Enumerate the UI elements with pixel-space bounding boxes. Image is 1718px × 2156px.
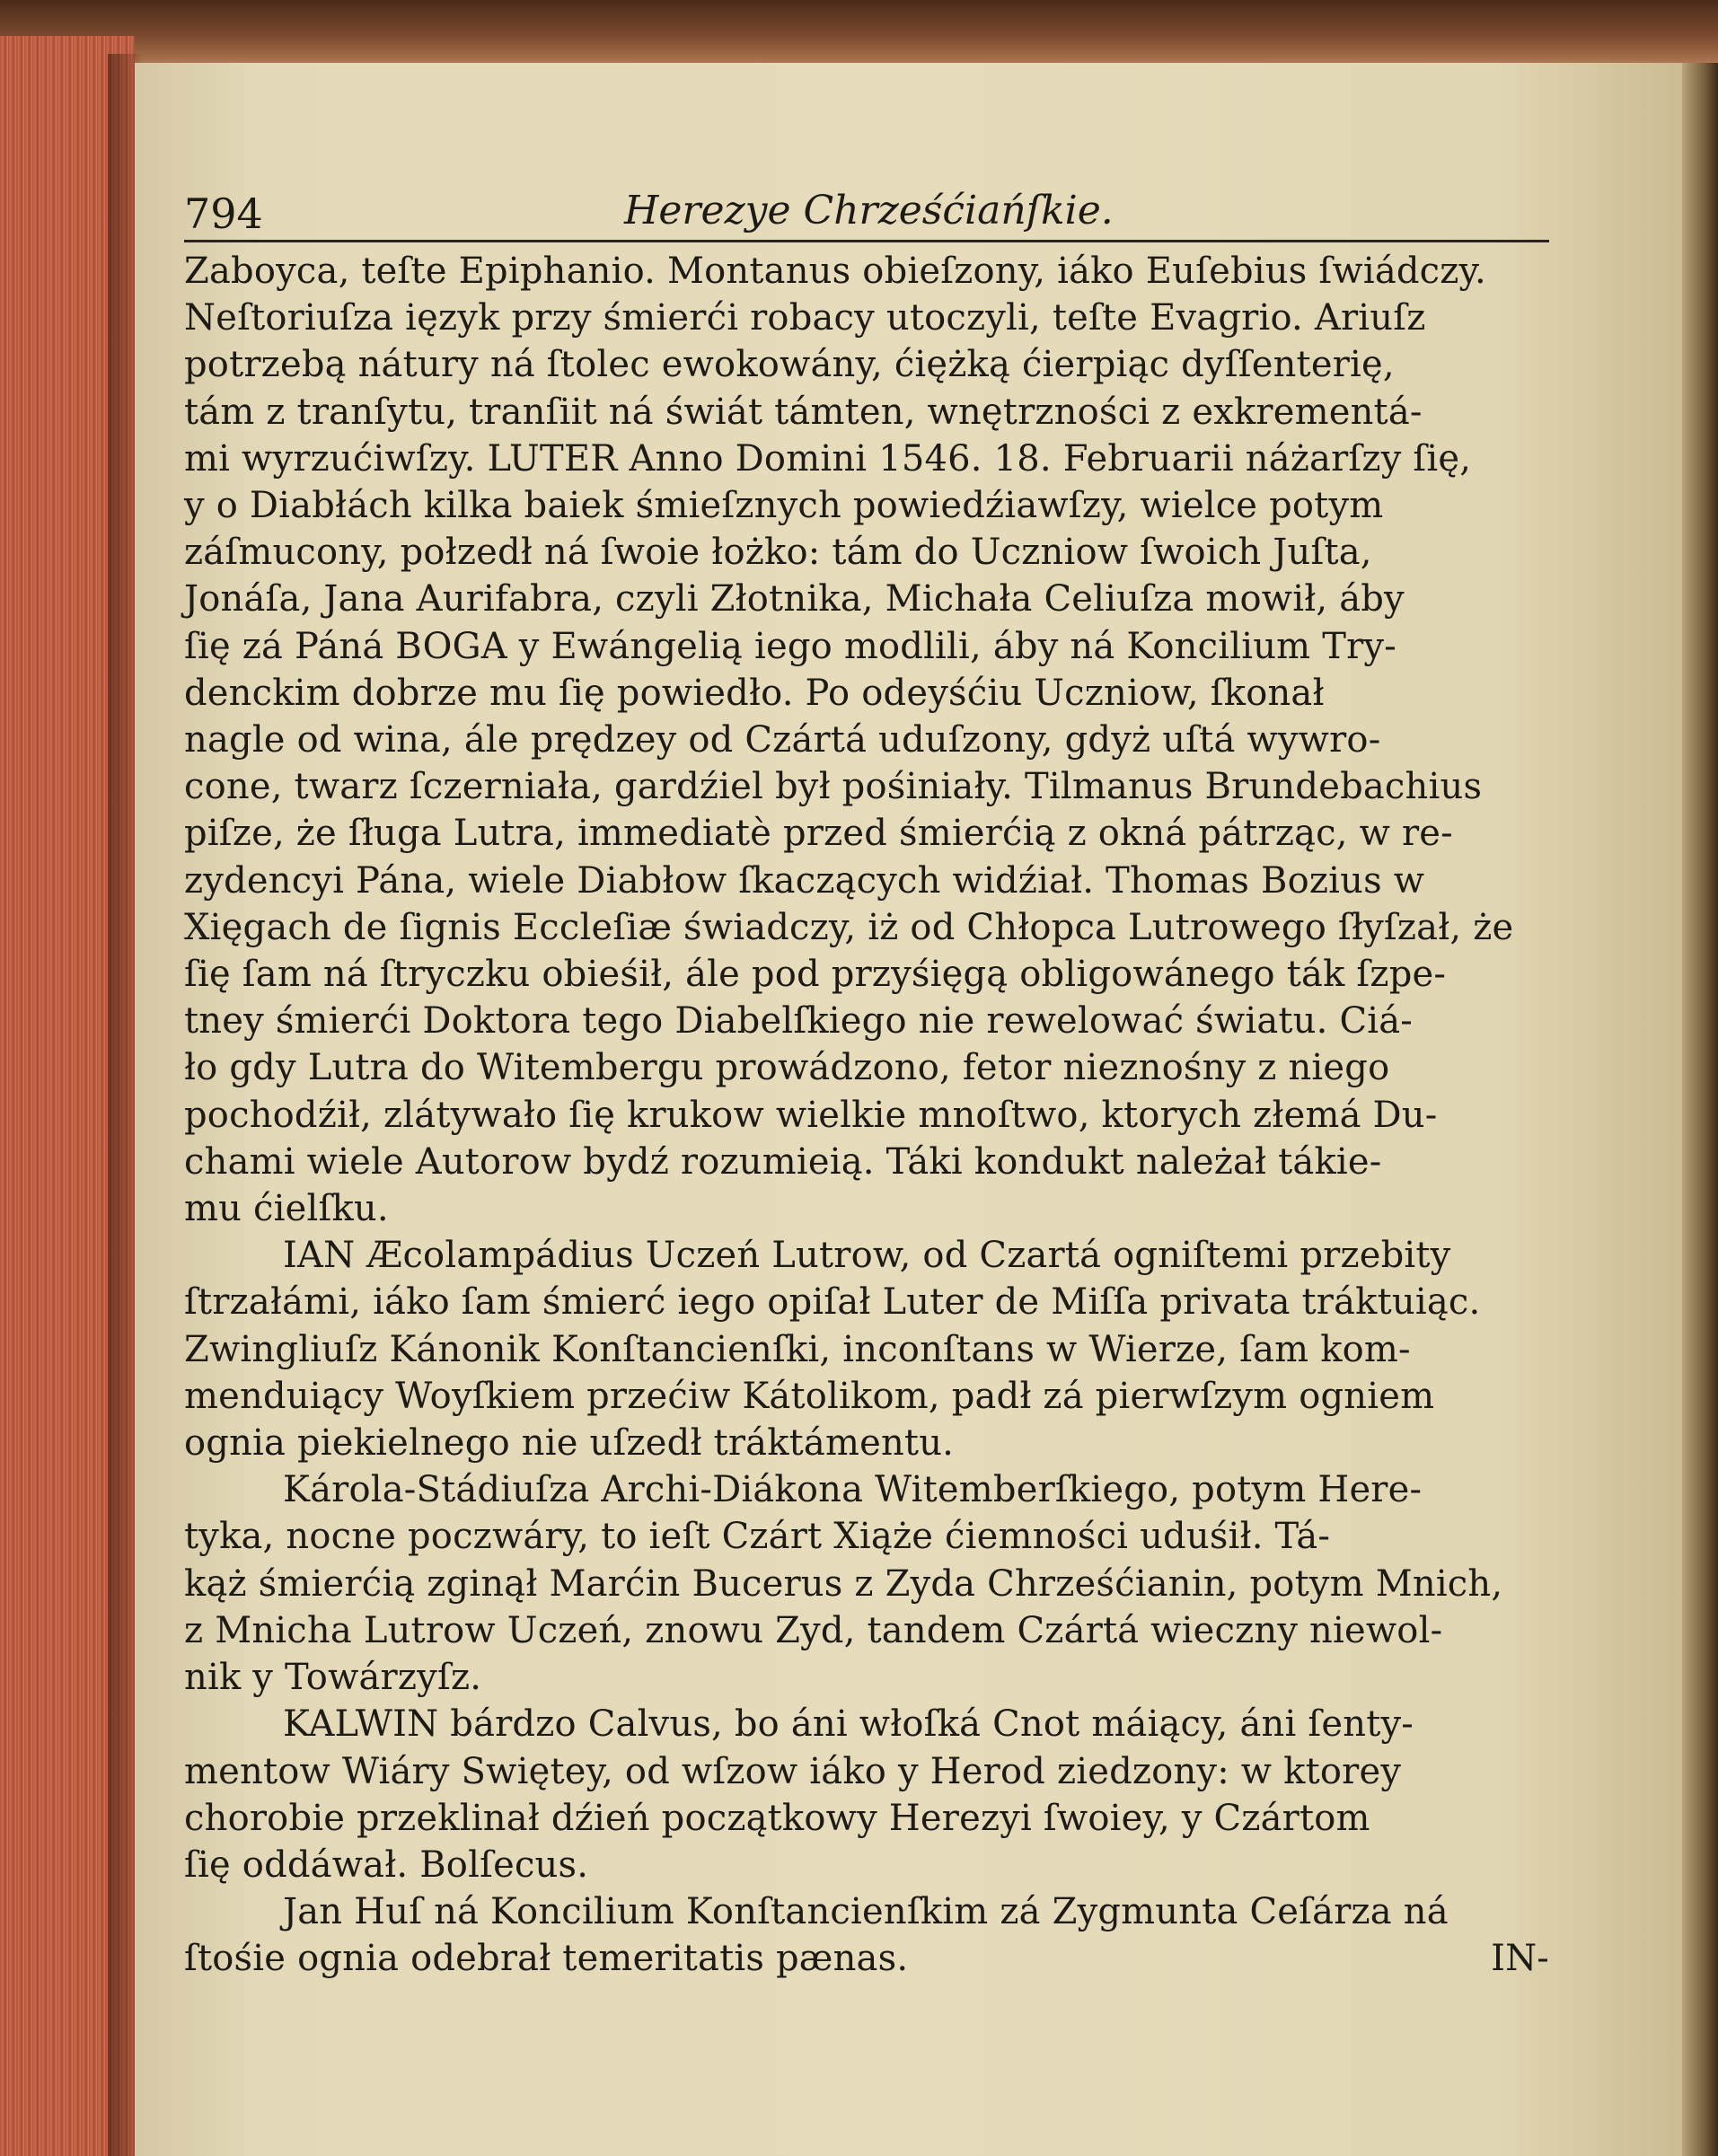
text-line: ognia piekielnego nie uſzedł tráktámentu. (184, 1422, 955, 1465)
text-line: z Mnicha Lutrow Uczeń, znowu Zyd, tandem Czártá wieczny niewol- (184, 1609, 1443, 1651)
page-text-block (184, 184, 1549, 1983)
text-line: mu ćielſku. (184, 1188, 389, 1230)
text-line: Neſtoriuſza ięzyk przy śmierći robacy utoczyli, teſte Evagrio. Ariuſz (184, 297, 1426, 339)
last-line-text: ſtośie ognia odebrał temeritatis pænas. (184, 1938, 909, 1980)
page-header (184, 184, 1549, 242)
text-line: ło gdy Lutra do Witembergu prowádzono, fetor nieznośny z niego (184, 1047, 1390, 1089)
text-line-last (184, 1935, 1549, 1982)
text-line: nik y Towárzyſz. (184, 1657, 482, 1699)
text-line: KALWIN bárdzo Calvus, bo áni włoſká Cnot máiący, áni ſenty- (283, 1703, 1414, 1746)
page-number: 794 (184, 189, 263, 238)
text-line: tney śmierći Doktora tego Diabelſkiego nie rewelować światu. Ciá- (184, 1000, 1413, 1043)
text-line: záſmucony, połzedł ná ſwoie łożko: tám do Uczniow ſwoich Juſta, (184, 532, 1372, 574)
text-line: kąż śmierćią zginął Marćin Bucerus z Zyda Chrześćianin, potym Mnich, (184, 1562, 1503, 1605)
text-line: IAN Æcolampádius Uczeń Lutrow, od Czartá ogniſtemi przebity (283, 1235, 1451, 1277)
text-line: Xięgach de ſignis Eccleſiæ świadczy, iż od Chłopca Lutrowego ſłyſzał, że (184, 906, 1514, 948)
text-line: pochodźił, zlátywało ſię krukow wielkie mnoſtwo, ktorych złemá Du- (184, 1094, 1438, 1136)
text-line: Jonáſa, Jana Aurifabra, czyli Złotnika, Michała Celiuſza mowił, áby (184, 578, 1405, 620)
text-line: Jan Huſ ná Koncilium Konſtancienſkim zá Zygmunta Ceſárza ná (283, 1891, 1449, 1933)
text-line: nagle od wina, ále prędzey od Czártá uduſzony, gdyż uſtá wywro- (184, 719, 1381, 761)
text-line: zydencyi Pána, wiele Diabłow ſkaczących widźiał. Thomas Bozius w (184, 859, 1425, 902)
text-line: chorobie przeklinał dźień początkowy Herezyi ſwoiey, y Czártom (184, 1797, 1370, 1839)
running-title: Herezye Chrześćiańſkie. (624, 188, 1114, 233)
text-line: mi wyrzućiwſzy. LUTER Anno Domini 1546. 18. Februarii náżarſzy ſię, (184, 437, 1472, 480)
text-line: ſię oddáwał. Bolſecus. (184, 1844, 589, 1886)
text-line: menduiący Woyſkiem przećiw Kátolikom, padł zá pierwſzym ogniem (184, 1375, 1435, 1417)
text-line: Károla-Stádiuſza Archi-Diákona Witemberſkiego, potym Here- (283, 1469, 1423, 1511)
text-line: chami wiele Autorow bydź rozumieią. Táki kondukt należał tákie- (184, 1140, 1382, 1183)
text-line: mentow Wiáry Swiętey, od wſzow iáko y Herod ziedzony: w ktorey (184, 1750, 1402, 1792)
text-line: tám z tranſytu, tranſiit ná świát támten, wnętrzności z exkrementá- (184, 391, 1423, 433)
text-line: cone, twarz ſczerniała, gardźiel był pośiniały. Tilmanus Brundebachius (184, 766, 1483, 808)
text-line: Zaboyca, teſte Epiphanio. Montanus obieſzony, iáko Euſebius ſwiádczy. (184, 251, 1486, 292)
text-line: piſze, że ſługa Lutra, immediatè przed śmierćią z okná pátrząc, w re- (184, 813, 1453, 855)
text-line: denckim dobrze mu ſię powiedło. Po odeyśćiu Uczniow, ſkonał (184, 672, 1325, 714)
text-line: ſtrzałámi, iáko ſam śmierć iego opiſał Luter de Miſſa privata tráktuiąc. (184, 1281, 1481, 1324)
text-line: ſię ſam ná ſtryczku obieśił, ále pod przyśięgą obligowánego ták ſzpe- (184, 954, 1447, 996)
book-gutter (1682, 63, 1718, 2156)
text-line: ſię zá Páná BOGA y Ewángelią iego modlili, áby ná Koncilium Try- (184, 625, 1396, 667)
text-line: potrzebą nátury ná ſtolec ewokowány, ćiężką ćierpiąc dyſſenterię, (184, 344, 1395, 386)
catchword: IN- (1491, 1938, 1549, 1980)
text-line: tyka, nocne poczwáry, to ieſt Czárt Xiąże ćiemności uduśił. Tá- (184, 1516, 1331, 1558)
text-line: Zwingliuſz Kánonik Konſtancienſki, inconſtans w Wierze, ſam kom- (184, 1328, 1411, 1370)
text-line: y o Diabłách kilka baiek śmieſznych powiedźiawſzy, wielce potym (184, 485, 1384, 527)
